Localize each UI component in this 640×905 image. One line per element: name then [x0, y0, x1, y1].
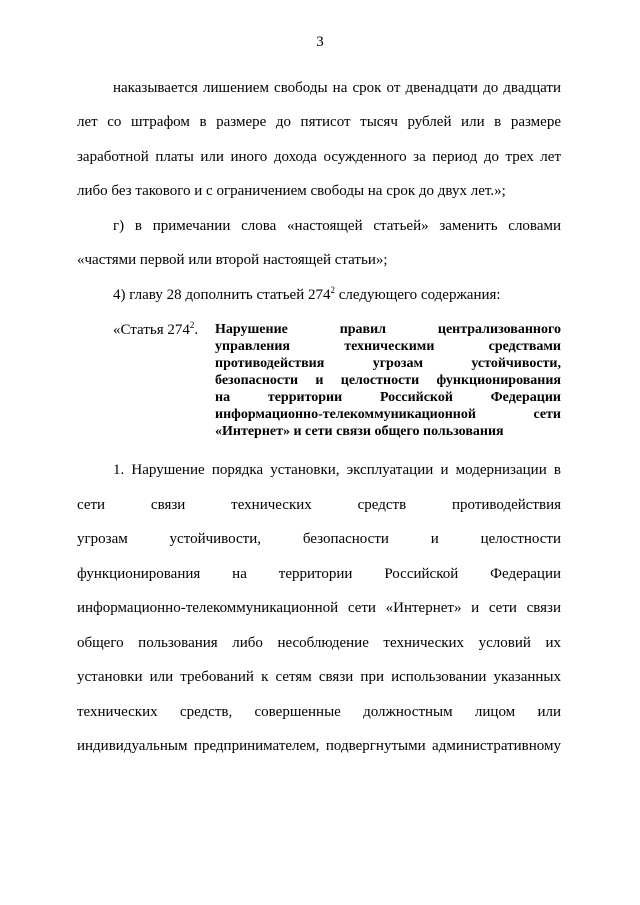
paragraph-line: заработной платы или иного дохода осужденного за период до трех лет [77, 149, 561, 165]
paragraph-line: либо без такового и с ограничением свободы на срок до двух лет.»; [77, 183, 506, 199]
heading-line: информационно-телекоммуникационной сети [215, 407, 561, 422]
heading-line: на территории Российской Федерации [215, 390, 561, 405]
article-label-text: «Статья 274 [113, 322, 190, 338]
article-label-dot: . [194, 322, 199, 338]
paragraph-4 [113, 286, 501, 304]
superscript: 2 [330, 285, 335, 295]
paragraph-line: сети связи технических средств противодействия [77, 497, 561, 513]
paragraph-line: лет со штрафом в размере до пятисот тысяч рублей или в размере [77, 114, 561, 130]
heading-line: противодействия угрозам устойчивости, [215, 356, 561, 371]
paragraph-4-text-after: следующего содержания: [335, 287, 501, 303]
paragraph-line: «частями первой или второй настоящей статьи»; [77, 252, 388, 268]
paragraph-line: индивидуальным предпринимателем, подвергнутыми административному [77, 738, 561, 754]
superscript: 2 [189, 320, 195, 330]
paragraph-line: наказывается лишением свободы на срок от двенадцати до двадцати [113, 80, 561, 96]
paragraph-line: технических средств, совершенные должностным лицом или [77, 704, 561, 720]
heading-line: безопасности и целостности функционирования [215, 373, 561, 388]
paragraph-line: 1. Нарушение порядка установки, эксплуатации и модернизации в [113, 462, 561, 478]
paragraph-line: функционирования на территории Российской Федерации [77, 566, 561, 582]
paragraph-4-text: 4) главу 28 дополнить статьей 274 [113, 287, 331, 303]
paragraph-line: установки или требований к сетям связи при использовании указанных [77, 669, 561, 685]
page-number: 3 [316, 34, 324, 50]
heading-line: «Интернет» и сети связи общего пользования [215, 424, 504, 439]
article-label [113, 321, 198, 339]
article-heading [215, 321, 561, 440]
paragraph-line: угрозам устойчивости, безопасности и целостности [77, 531, 561, 547]
paragraph-line: общего пользования либо несоблюдение технических условий их [77, 635, 561, 651]
heading-line: Нарушение правил централизованного [215, 322, 561, 337]
heading-line: управления техническими средствами [215, 339, 561, 354]
paragraph-line: информационно-телекоммуникационной сети «Интернет» и сети связи [77, 600, 561, 616]
paragraph-line: г) в примечании слова «настоящей статьей» заменить словами [113, 218, 561, 234]
